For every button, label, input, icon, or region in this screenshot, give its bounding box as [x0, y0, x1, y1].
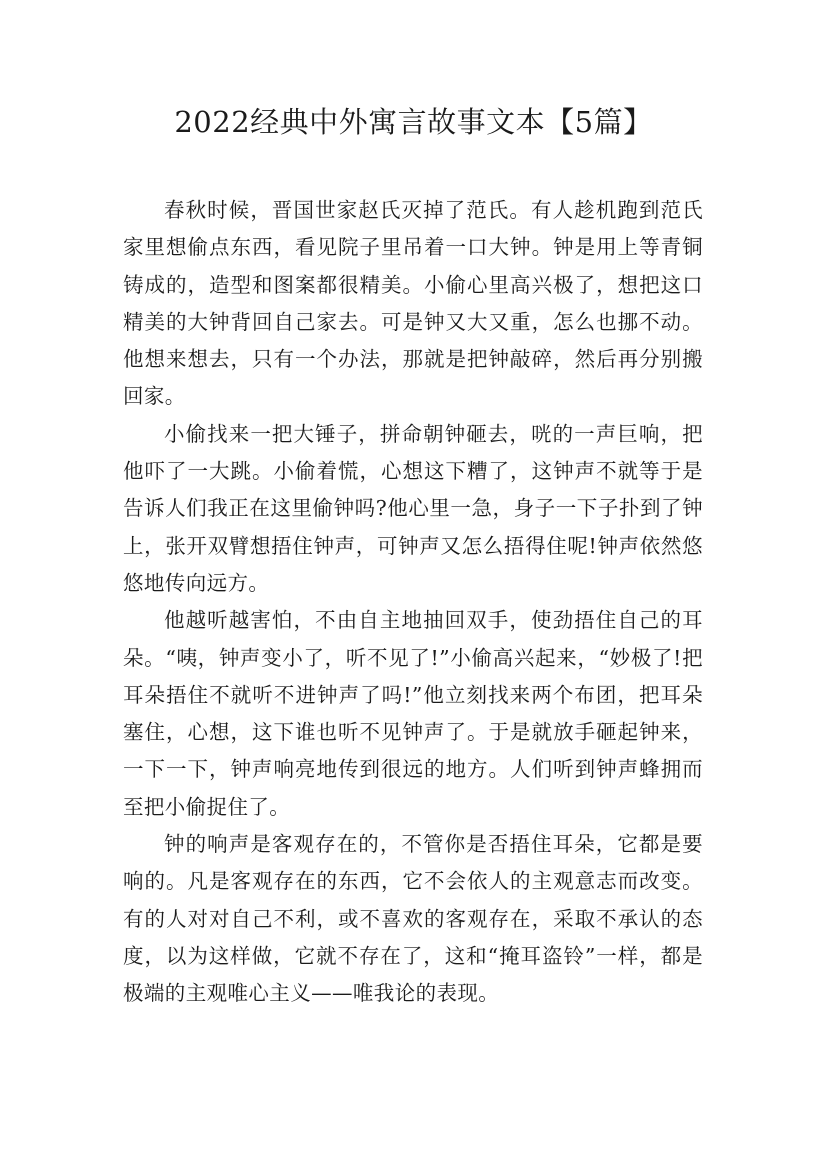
paragraph-3: 他越听越害怕，不由自主地抽回双手，使劲捂住自己的耳朵。“咦，钟声变小了，听不见了!”小偷高兴起来，“妙极了!把耳朵捂住不就听不进钟声了吗!”他立刻找来两个布团，把耳朵塞住，心想，这下谁也听不见钟声了。于是就放手砸起钟来，一下一下，钟声响亮地传到很远的地方。人们听到钟声蜂拥而至把小偷捉住了。 — [123, 608, 703, 819]
document-title: 2022经典中外寓言故事文本【5篇】 — [174, 105, 653, 139]
paragraph-2: 小偷找来一把大锤子，拼命朝钟砸去，咣的一声巨响，把他吓了一大跳。小偷着慌，心想这下糟了，这钟声不就等于是告诉人们我正在这里偷钟吗?他心里一急，身子一下子扑到了钟上，张开双臂想捂住钟声，可钟声又怎么捂得住呢!钟声依然悠悠地传向远方。 — [123, 421, 703, 595]
paragraph-1: 春秋时候，晋国世家赵氏灭掉了范氏。有人趁机跑到范氏家里想偷点东西，看见院子里吊着一口大钟。钟是用上等青铜铸成的，造型和图案都很精美。小偷心里高兴极了，想把这口精美的大钟背回自己家去。可是钟又大又重，怎么也挪不动。他想来想去，只有一个办法，那就是把钟敲碎，然后再分别搬回家。 — [123, 198, 703, 409]
document-body — [123, 192, 703, 1013]
paragraph-4: 钟的响声是客观存在的，不管你是否捂住耳朵，它都是要响的。凡是客观存在的东西，它不会依人的主观意志而改变。有的人对对自己不利，或不喜欢的客观存在，采取不承认的态度，以为这样做，它就不存在了，这和“掩耳盗铃”一样，都是极端的主观唯心主义——唯我论的表现。 — [123, 832, 703, 1006]
